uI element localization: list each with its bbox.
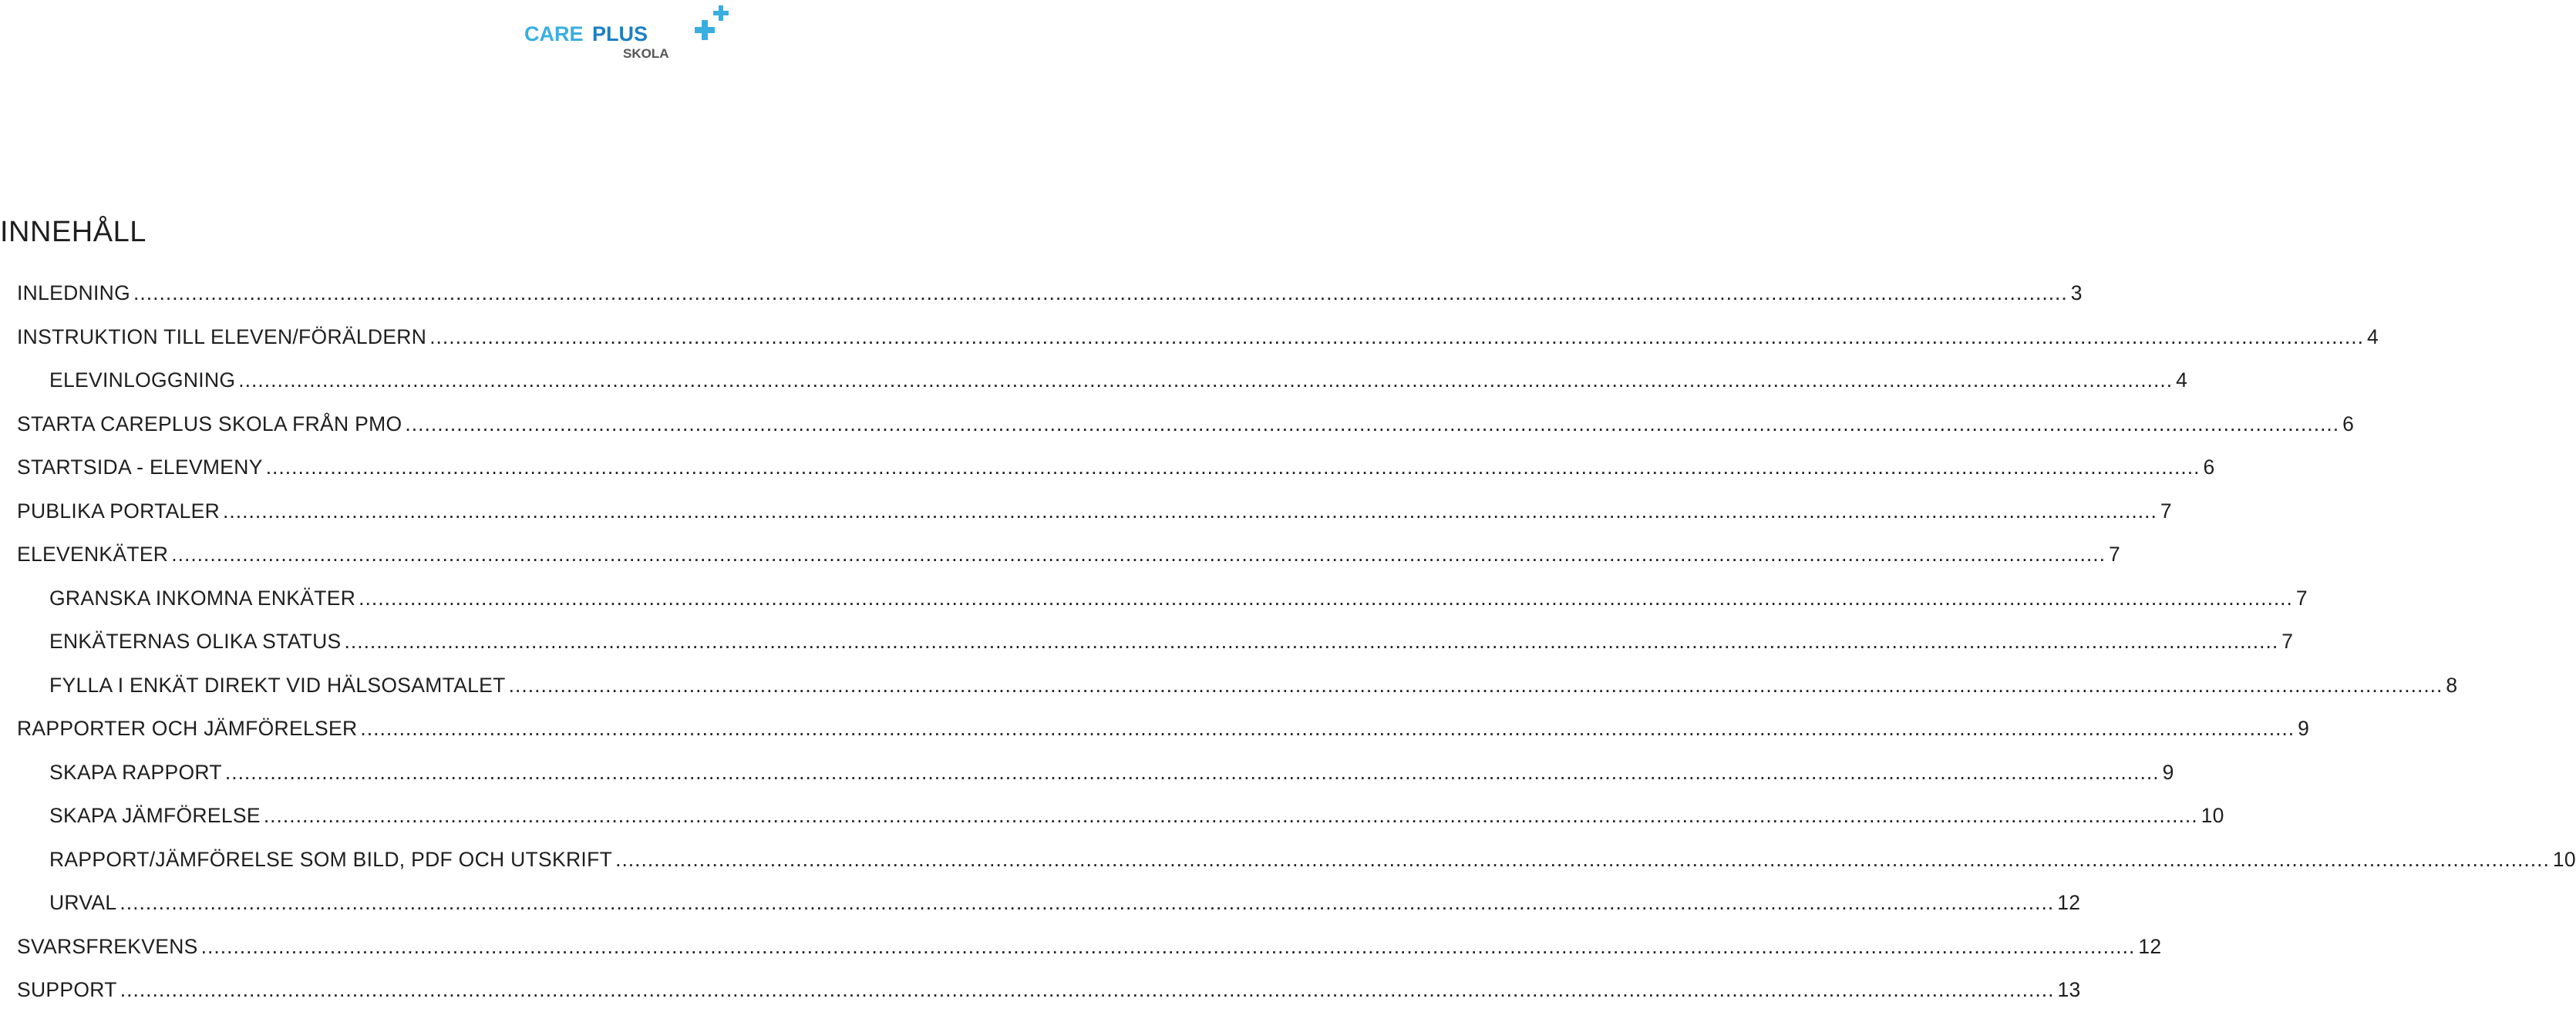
table-of-contents: [17, 271, 2576, 1012]
toc-leader-dots: ............................................................................................................................................................................................................................................................................................................: [263, 804, 2198, 827]
toc-entry[interactable]: [17, 533, 2121, 577]
toc-entry-page-number: 8: [2446, 673, 2458, 697]
toc-entry[interactable]: [17, 838, 2576, 882]
toc-entry-label: STARTSIDA - ELEVMENY: [17, 456, 263, 479]
toc-entry-page-number: 7: [2295, 586, 2308, 610]
toc-entry[interactable]: [17, 968, 2081, 1012]
toc-entry[interactable]: [17, 577, 2308, 620]
toc-entry-page-number: 10: [2201, 804, 2224, 827]
toc-leader-dots: ............................................................................................................................................................................................................................................................................................................: [200, 934, 2136, 958]
toc-entry[interactable]: [17, 664, 2458, 708]
toc-entry-label: SKAPA JÄMFÖRELSE: [49, 804, 261, 827]
logo-brand-plus: PLUS: [592, 22, 648, 45]
logo-sub-skola: SKOLA: [623, 46, 669, 61]
toc-entry-label: ELEVENKÄTER: [17, 543, 169, 566]
toc-leader-dots: ............................................................................................................................................................................................................................................................................................................: [359, 586, 2293, 610]
toc-entry-label: RAPPORT/JÄMFÖRELSE SOM BILD, PDF OCH UTSKRIFT: [49, 847, 613, 871]
toc-entry-label: FYLLA I ENKÄT DIREKT VID HÄLSOSAMTALET: [49, 673, 506, 697]
toc-leader-dots: ............................................................................................................................................................................................................................................................................................................: [171, 543, 2106, 566]
toc-leader-dots: ............................................................................................................................................................................................................................................................................................................: [344, 630, 2279, 653]
toc-entry[interactable]: [17, 881, 2081, 925]
toc-entry-label: SKAPA RAPPORT: [49, 760, 222, 784]
toc-entry-page-number: 9: [2162, 760, 2174, 784]
toc-leader-dots: ............................................................................................................................................................................................................................................................................................................: [238, 368, 2174, 392]
toc-entry[interactable]: [17, 707, 2310, 751]
toc-entry-label: RAPPORTER OCH JÄMFÖRELSER: [17, 717, 358, 740]
toc-leader-dots: ............................................................................................................................................................................................................................................................................................................: [223, 499, 2157, 523]
toc-entry[interactable]: [17, 358, 2188, 402]
toc-entry-label: STARTA CAREPLUS SKOLA FRÅN PMO: [17, 412, 402, 435]
toc-leader-dots: ............................................................................................................................................................................................................................................................................................................: [360, 717, 2295, 740]
logo-brand-care: CARE: [524, 22, 584, 45]
toc-leader-dots: ............................................................................................................................................................................................................................................................................................................: [133, 281, 2068, 304]
toc-entry-page-number: 9: [2298, 717, 2310, 740]
toc-entry-page-number: 6: [2342, 412, 2355, 435]
toc-entry-page-number: 12: [2138, 934, 2162, 958]
toc-entry-page-number: 13: [2057, 978, 2081, 1001]
toc-entry-label: INLEDNING: [17, 281, 131, 304]
toc-entry-page-number: 7: [2109, 543, 2121, 566]
toc-leader-dots: ............................................................................................................................................................................................................................................................................................................: [224, 760, 2160, 784]
toc-entry[interactable]: [17, 794, 2224, 838]
toc-entry-label: PUBLIKA PORTALER: [17, 499, 221, 523]
toc-entry-label: GRANSKA INKOMNA ENKÄTER: [49, 586, 356, 610]
toc-entry[interactable]: [17, 489, 2172, 533]
toc-entry-label: INSTRUKTION TILL ELEVEN/FÖRÄLDERN: [17, 324, 427, 348]
toc-entry-page-number: 10: [2552, 847, 2576, 871]
toc-title: INNEHÅLL: [0, 216, 146, 248]
toc-entry-page-number: 12: [2057, 891, 2081, 914]
toc-entry-page-number: 3: [2070, 281, 2083, 304]
toc-entry[interactable]: [17, 751, 2174, 795]
toc-entry-label: ELEVINLOGGNING: [49, 368, 236, 392]
toc-leader-dots: ............................................................................................................................................................................................................................................................................................................: [120, 978, 2055, 1001]
toc-entry-label: SUPPORT: [17, 978, 117, 1001]
plus-cross-icon: [695, 5, 729, 40]
toc-entry[interactable]: [17, 620, 2294, 664]
toc-leader-dots: ............................................................................................................................................................................................................................................................................................................: [120, 891, 2055, 914]
careplus-skola-logo: [518, 3, 737, 62]
toc-entry[interactable]: [17, 402, 2355, 446]
toc-entry-page-number: 6: [2203, 456, 2215, 479]
toc-entry-label: ENKÄTERNAS OLIKA STATUS: [49, 630, 342, 653]
toc-entry[interactable]: [17, 315, 2379, 359]
toc-entry-page-number: 4: [2176, 368, 2188, 392]
toc-leader-dots: ............................................................................................................................................................................................................................................................................................................: [615, 847, 2550, 871]
toc-leader-dots: ............................................................................................................................................................................................................................................................................................................: [265, 456, 2201, 479]
toc-entry-page-number: 7: [2281, 630, 2294, 653]
toc-entry-label: URVAL: [49, 891, 117, 914]
toc-leader-dots: ............................................................................................................................................................................................................................................................................................................: [508, 673, 2443, 697]
toc-leader-dots: ............................................................................................................................................................................................................................................................................................................: [429, 324, 2364, 348]
toc-leader-dots: ............................................................................................................................................................................................................................................................................................................: [405, 412, 2340, 435]
toc-entry[interactable]: [17, 925, 2162, 969]
toc-entry-page-number: 7: [2160, 499, 2172, 523]
toc-entry-page-number: 4: [2366, 324, 2379, 348]
toc-entry[interactable]: [17, 445, 2215, 489]
toc-entry[interactable]: [17, 271, 2083, 315]
toc-entry-label: SVARSFREKVENS: [17, 934, 198, 958]
